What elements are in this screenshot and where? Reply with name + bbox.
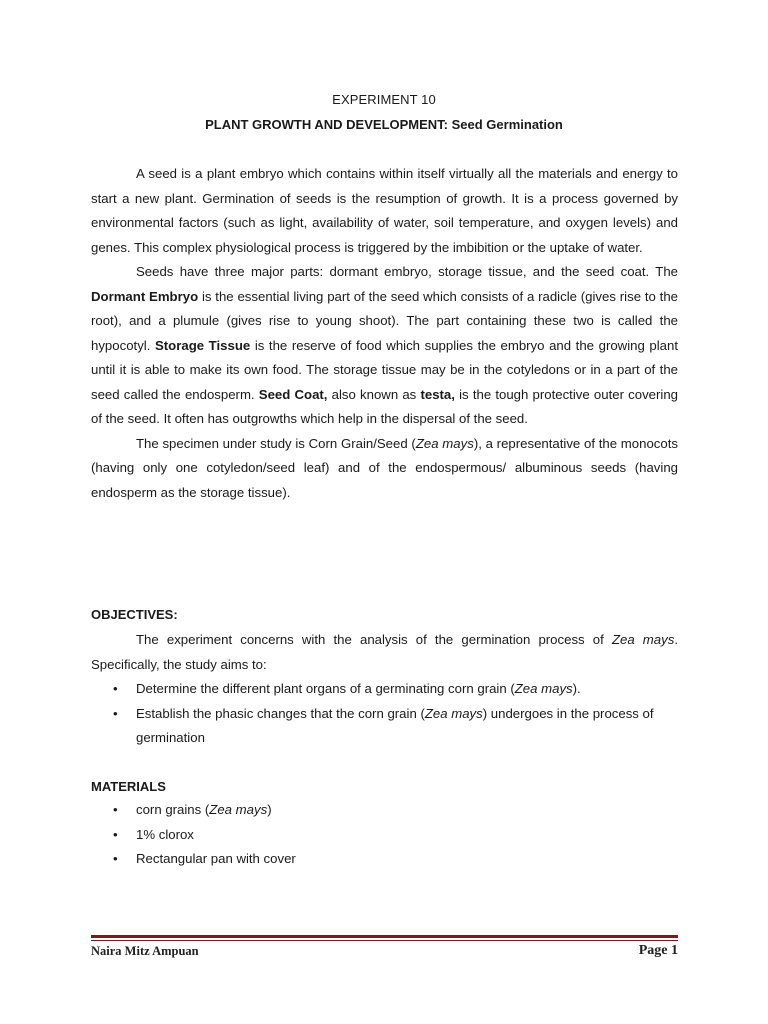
title-rest-part: Seed Germination: [448, 117, 563, 132]
item-text: Determine the different plant organs of a germinating corn grain (: [136, 681, 515, 696]
list-item: [91, 847, 681, 872]
intro-paragraph-1: A seed is a plant embryo which contains within itself virtually all the materials and energy to start a new plant. Germination of seeds is the resumption of growth. It is a process governed by environmental factors (such as light, availability of water, soil temperature, and oxygen levels) and genes. This complex physiological process is triggered by the imbibition or the uptake of water.: [91, 166, 678, 255]
list-item: [91, 823, 681, 848]
footer-divider-thick: [91, 935, 678, 938]
p2-text-a: Seeds have three major parts: dormant embryo, storage tissue, and the seed coat. The: [136, 264, 678, 279]
item-text: 1% clorox: [136, 826, 194, 842]
item-text: corn grains (: [136, 802, 210, 817]
materials-list: [91, 798, 681, 872]
objectives-list: [91, 677, 681, 751]
objectives-heading: OBJECTIVES:: [91, 607, 178, 622]
term-dormant-embryo: Dormant Embryo: [91, 288, 199, 304]
item-text: Rectangular pan with cover: [136, 851, 296, 866]
intro-paragraph-3: [91, 432, 678, 506]
list-item: [91, 677, 681, 702]
term-storage-tissue: Storage Tissue: [154, 337, 251, 353]
item-italic: Zea mays: [209, 802, 268, 817]
materials-heading: MATERIALS: [91, 779, 166, 794]
objectives-intro: [91, 628, 678, 677]
bullet-icon: •: [113, 802, 118, 817]
obj-text-b: . Specifically, the study aims to:: [91, 632, 678, 672]
p3-text-b: ), a representative of the monocots (having only one cotyledon/seed leaf) and of the endospermous/ albuminous seeds (having endosperm as the storage tissue).: [91, 435, 678, 500]
item-italic: Zea mays: [424, 705, 483, 721]
obj-species-name: Zea mays: [611, 632, 675, 647]
p3-species-name: Zea mays: [415, 435, 474, 451]
page-number: Page 1: [638, 943, 678, 958]
intro-section: [91, 162, 678, 505]
list-item: [91, 798, 681, 823]
item-text-end: ): [267, 802, 272, 817]
bullet-icon: •: [113, 851, 118, 866]
p2-text-b: is the essential living part of the seed which consists of a radicle (gives rise to the root), and a plumule (gives rise to young shoot). The part containing these two is called the hypocotyl.: [91, 288, 678, 353]
p3-text-a: The specimen under study is Corn Grain/Seed (: [136, 435, 416, 451]
intro-paragraph-2: [91, 260, 678, 432]
obj-text-a: The experiment concerns with the analysis of the germination process of: [136, 632, 612, 647]
item-text-end: ).: [572, 681, 581, 696]
item-italic: Zea mays: [514, 681, 573, 696]
item-text-end: ) undergoes in the process of germination: [136, 705, 654, 745]
list-item: [91, 702, 681, 751]
objectives-paragraph: [91, 628, 678, 677]
bullet-icon: •: [113, 681, 118, 696]
document-title: [0, 117, 768, 132]
term-testa: testa,: [420, 386, 455, 402]
bullet-icon: •: [113, 705, 118, 721]
title-bold-part: PLANT GROWTH AND DEVELOPMENT:: [205, 117, 449, 132]
p2-text-c: is the reserve of food which supplies the embryo and the growing plant until it is able to make its own food. The storage tissue may be in the cotyledons or in a part of the seed called the endosperm.: [91, 337, 678, 402]
experiment-label: EXPERIMENT 10: [332, 92, 436, 107]
p2-text-d: also known as: [327, 386, 421, 402]
bullet-icon: •: [113, 826, 118, 842]
term-seed-coat: Seed Coat,: [258, 386, 328, 402]
p2-text-e: is the tough protective outer covering of the seed. It often has outgrowths which help in the dispersal of the seed.: [91, 386, 678, 426]
footer-divider-thin: [91, 940, 678, 941]
footer-author: Naira Mitz Ampuan: [91, 944, 199, 958]
item-text: Establish the phasic changes that the corn grain (: [136, 705, 425, 721]
